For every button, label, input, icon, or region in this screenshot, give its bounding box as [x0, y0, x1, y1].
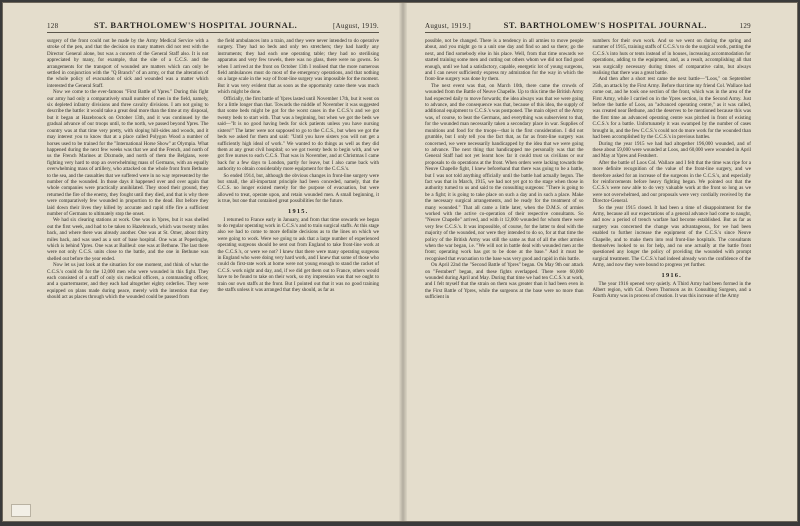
- paragraph: Officially, the first battle of Ypres lasted until November 17th, but it went on for a little longer than that. Towards the middle of November it was suggested that some beds might be got for the worst cases in the C.C.S.'s and we got twenty beds to start with. That was a beginning, but when we got the beds we said—"It is no good having beds for sick patients unless you have nursing sisters!" The latter were not supposed to go to the C.C.S., but when we got the beds we asked for them and said: "Until you have sisters you will not get a sufficiently high ideal of work." We wanted to do things as well as they did them at any great civil hospital; so we got twenty beds to begin with, and we got five nurses to each C.C.S. That was in November, and at Christmas I came back for a few days to London, partly for leave, but I also came back with authority to obtain considerably more equipment for the C.C.S.'s.: [217, 95, 379, 173]
- paragraph: I returned to France early in January, and from that time onwards we began to do regular operating work in C.C.S.'s and to train surgical staffs. At this stage also we had to come to more definite decisions as to the lines on which we were going to work. Were we going to ask that a large number of experienced operating surgeons should be sent out from England to take front-line work at the C.C.S.'s, or were we not? I knew that there were many operating surgeons in England who were doing very hard work, and I knew that some of those who could do first-rate work at home were not young enough to stand the racket of C.C.S. work night and day, and, if we did get them out to France, others would have to be found to take on their work, so my impression was that we ought to train our own staffs at the front. But I pointed out that it was no good training the staffs unless it was arranged that they should, as far as: [217, 216, 379, 294]
- paragraph: numbers for their own work. And so we went on during the spring and summer of 1915, training staffs of C.C.S.'s to do the surgical work, putting the C.C.S.'s into huts or tents instead of in houses, increasing accommodation for operations, adding to the equipment, and, as a result, accomplishing all that was surgically necessary during times of comparative calm, but always realising that there was a great battle.: [592, 38, 751, 77]
- paragraph: Now we come to the ever-famous "First Battle of Ypres." During this fight our army had only a comparatively small number of men in the field, namely, six depleted infantry divisions and three cavalry divisions. I am not going to describe the battle: it would take a great deal more than the time at my disposal, but it began at Hazebrouck on October 13th, and it was continued by the gradual advance of our troops until, to the north, we passed beyond Ypres. The country was at that time very pretty, with sloping hill-sides and woods, and it may interest you to know that at a place called Polygon Wood a number of horses used to be trained for the "International Horse Show" at Olympia. What happened during the next few weeks was that we and the French, and north of us the French Marines at Dixmude, and north of them the Belgians, were fighting very hard to stop an overwhelming mass of Germans, with an equally overwhelming mass of artillery, who attacked on the whole front from Bethune to the sea, and the casualties that we suffered were in no way represented by the number of the wounded. In those days it happened over and over again that whole companies were practically annihilated. They stood their ground, they returned the fire of the enemy, they fought until they died, and that is why there were comparatively few wounded in proportion to the dead. But before they laid down their lives they killed by accurate and rapid rifle fire a sufficient number of Germans to ultimately stop the onset.: [47, 89, 209, 217]
- paragraph: The next event was that, on March 10th, there came the crowds of wounded from the Battle of Neuve Chapelle. Up to this time the British Army had expected daily to move forwards; the idea always was that we were going to advance, and the consequence was that, because of this idea, the supply of additional equipment to C.C.S.'s was postponed. The main object of the Army was, of course, to beat the Germans, and everything was subservient to that, for the wounded man necessarily taken a secondary place in war. Supplies of munitions and food for the troops—that is the first consideration. I did not grumble, but I only tell you the fact that, as far as front-line surgery was concerned, we were necessarily handicapped by the idea that we were going to advance. The next thing that handicapped me personally was that the General Staff had not yet learnt how far it could trust us civilians or our proposals to do operations at the front. When orders were lacking towards the Neuve Chapelle fight, I knew beforehand that there was going to be a battle, but I was not told anything officially until the battle had actually begun. The fact was that in March, 1915, we had not yet got to the stage when those in authority turned to us and said to the consulting surgeons: "There is going to be a fight; it is going to take place on such a day and in such a place. Make the necessary surgical arrangements, and be ready for the treatment of so many wounded." That all came a little later, when the D.M.S. of armies worked with the active co-operation of their respective consultants. So "Neuve Chapelle" arrived, and with it 12,000 wounded for whom there were very few C.C.S.'s. It was impossible, of course, for the latter to deal with the majority of the wounded, nor were they intended to do so, for at that time the policy of the British Army was still the same as that of all the other armies when the war began, i.e. "We will not in battle deal with wounded men at the front; operating work has got to be done at the base." And it must be recognised that evacuation to the base was very good and rapid in this battle.: [425, 82, 584, 262]
- left-journal-title: ST. BARTHOLOMEW'S HOSPITAL JOURNAL.: [93, 20, 298, 30]
- book-gutter: [399, 3, 407, 521]
- left-column-2: [218, 38, 380, 301]
- paragraph: After the battle of Loos Col. Wallace and I felt that the time was ripe for a more definite recognition of the value of the front-line surgery, and we therefore asked for an increase of the surgeons in the C.C.S.'s, and especially for reinforcements before heavy fighting began. We pointed out that the C.C.S.'s were now able to do very valuable work at the front so long as we were not overwhelmed, and our proposals were very cordially received by the Director-General.: [592, 159, 751, 205]
- archive-label-sticker: [11, 504, 31, 517]
- right-column-1: [425, 38, 584, 301]
- journal-spread: [2, 2, 798, 522]
- right-running-head: [425, 20, 751, 33]
- right-column-2: [593, 38, 752, 301]
- paragraph: the field ambulances into a train, and they were never intended to do operative surgery. They had no beds and only ten stretchers; they had hardly any instruments; they had each one operating table; they had no sterilising apparatus and very few towels, there was no glass, there were no gowns. So when I arrived at the front on October 13th I realised that the more numerous field ambulances must do most of the emergency operations, and that nothing on a large scale in the way of front-line surgery was impossible for the moment. But it was very evident that as soon as the opportunity came there was much which might be done.: [217, 38, 379, 96]
- paragraph: possible, not be changed. There is a tendency in all armies to move people about, and you might go to a unit one day and find so and so there; go the next, and find somebody else in his place. Well, from that time onwards we started training some men and cutting out others whom we did not find good enough, until we had a satisfactory, capable, energetic lot of young surgeons, and I can never sufficiently express my admiration for the way in which the front-line surgery was done by them.: [425, 38, 584, 83]
- paragraph: During the year 1915 we had had altogether 196,000 wounded, and of these about 59,000 were wounded at Loos, and 60,000 were wounded in April and May at Ypres and Festubert.: [592, 140, 751, 160]
- paragraph: On April 22nd the "Second Battle of Ypres" began. On May 9th our attack on "Festubert" began, and these fights overlapped. There were 60,000 wounded during April and May. During that time we had ten C.C.S.'s at work, and I felt myself that the strain on them was greater than it had been even in the First Battle of Ypres, while the surgeons at the base were no more than sufficient in: [425, 262, 584, 301]
- right-issue-date: August, 1919.]: [425, 22, 472, 30]
- right-page-number: 129: [739, 22, 751, 30]
- paragraph: And then after a short rest came the next battle—"Loos," on September 25th, an attack by the First Army. Before that time my friend Col. Wallace had come out, and he took one section of the front, which was in the area of the First Army, while I carried on in the Ypres section, in the Second Army. Just before the battle of Loos, an "advanced operating centre," as it was called, was created near Bethune, and the deserves to be mentioned because this was the first time an advanced operating centre was pitched in front of existing C.C.S.'s for a battle. Unfortunately it was swamped by the number of cases brought in, and the few C.C.S.'s could not do more work for the wounded than had been accomplished by the C.C.S.'s in previous battles.: [592, 76, 751, 141]
- left-page: [3, 3, 399, 521]
- paragraph: surgery of the front could not be made by the Army Medical Service with a stroke of the pen, and that the decision on many matters did not rest with the Director General alone, but was a concern of the General Staff also. It is not appreciated by many, for example, that the site of a C.C.S. and the arrangements for the transport of wounded are matters which can only be settled in conjunction with the "Q Branch" of an army, or that the alteration of the whole policy of evacuation of sick and wounded was a matter which interested the General Staff.: [47, 38, 209, 89]
- right-columns: [425, 38, 751, 301]
- left-running-head: [47, 20, 379, 33]
- section-heading-1915: 1915.: [288, 207, 309, 215]
- paragraph: So ended 1914, but, although the obvious changes in front-line surgery were but small, the all-important principle had been conceded, namely, that the C.C.S. no longer existed merely for the purpose of evacuation, but were allowed to treat, operate upon, and retain wounded men. A small beginning, it is true, but one that contained great possibilities for the future.: [217, 172, 379, 205]
- left-columns: [47, 38, 379, 301]
- left-column-1: [47, 38, 209, 301]
- right-page: [407, 3, 797, 521]
- left-page-number: 128: [47, 22, 59, 30]
- paragraph: The year 1916 opened very quietly. A Third Army had been formed in the Albert region, with Col. Owen Thomson as its Consulting Surgeon, and a Fourth Army was in process of creation. It was this increase of the Army: [592, 280, 751, 300]
- paragraph: Now let us just look at the situation for one moment, and think of what the C.C.S.'s could do for the 12,000 men who were wounded in this fight. They each consisted of a staff of only six medical officers, a commanding officer, and a quartermaster, and they each had altogether eighty orderlies. They were equipped on plans made during peace, merely with the intention that they should act as places through which the wounded could be passed from: [47, 262, 209, 301]
- paragraph: We had six clearing stations at work. One was in Ypres, but it was shelled out the first week, and had to be taken to Hazebrouck, which was twenty miles back, and where there was already another. One was at St. Omer, about thirty miles back, and was used as a sort of base hospital. One was at Poperinghe, which is behind Ypres. One was at Bailleul: one was at Bethune. The last there were not only C.C.S. units close to the battle, and the one in Bethune was shelled out before the year ended.: [47, 217, 209, 262]
- section-heading-1916: 1916.: [661, 271, 682, 279]
- paragraph: So the year 1915 closed. It had been a time of disappointment for the Army, because all our expectations of a general advance had come to naught, and now a period of trench warfare had become established. But as far as surgery was concerned the change was advantageous, for we had been enabled to further increase the equipment of the C.C.S.'s since Neuve Chapelle, and to make them into real front-line hospitals. The consultants themselves looked to us for help, and no one actually at the battle front questioned any longer the policy of providing the wounded with prompt surgical treatment. The C.C.S.'s had indeed already won the confidence of the Army, and now they were bound to progress yet further.: [592, 204, 751, 269]
- right-journal-title: ST. BARTHOLOMEW'S HOSPITAL JOURNAL.: [503, 20, 707, 30]
- left-issue-date: [August, 1919.: [332, 22, 379, 30]
